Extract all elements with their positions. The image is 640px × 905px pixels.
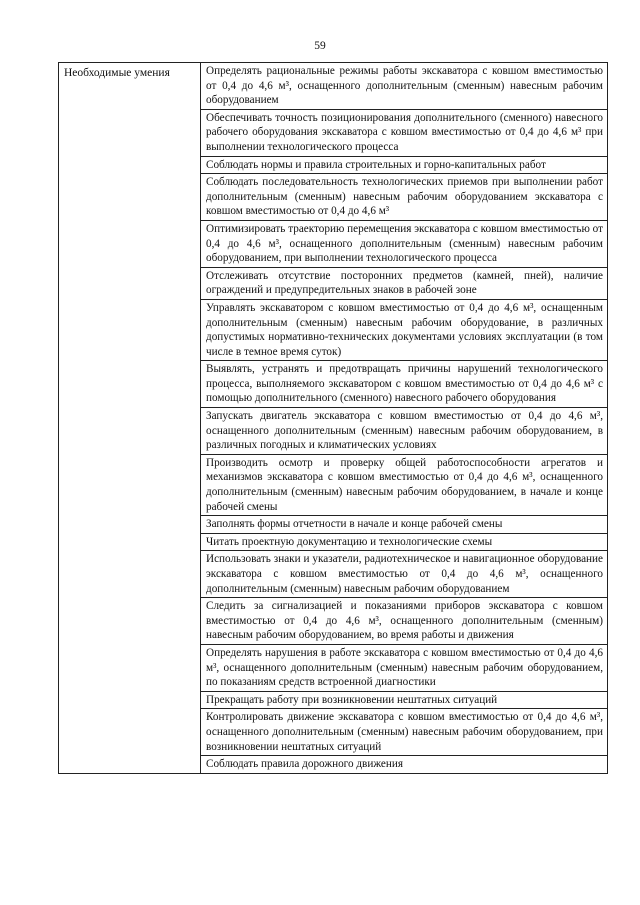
skill-row: Определять рациональные режимы работы экскаватора с ковшом вместимостью от 0,4 до 4,6 м³, оснащенного дополнительным (сменным) навесным рабочим оборудованием <box>201 63 607 110</box>
skill-row: Использовать знаки и указатели, радиотехническое и навигационное оборудование экскаватора с ковшом вместимостью от 0,4 до 4,6 м³, оснащенного дополнительным (сменным) навесным рабочим оборудованием <box>201 551 607 598</box>
skill-row: Управлять экскаватором с ковшом вместимостью от 0,4 до 4,6 м³, оснащенным дополнительным (сменным) навесным рабочим оборудование, в различных допустимых нормативно-технических документами условиях эксплуатации (в том числе в темное время суток) <box>201 300 607 361</box>
skill-row: Заполнять формы отчетности в начале и конце рабочей смены <box>201 516 607 534</box>
skill-row: Следить за сигнализацией и показаниями приборов экскаватора с ковшом вместимостью от 0,4 до 4,6 м³, оснащенного дополнительным (сменным) навесным рабочим оборудованием, во время работы и движения <box>201 598 607 645</box>
skills-column <box>201 63 607 773</box>
page-number: 59 <box>314 40 326 52</box>
skill-row: Выявлять, устранять и предотвращать причины нарушений технологического процесса, выполняемого экскаватором с ковшом вместимостью от 0,4 до 4,6 м³ с помощью дополнительного (сменного) навесного рабочего оборудования <box>201 361 607 408</box>
table-label-cell <box>59 63 201 773</box>
skill-row: Отслеживать отсутствие посторонних предметов (камней, пней), наличие ограждений и предупредительных знаков в рабочей зоне <box>201 268 607 300</box>
skill-row: Запускать двигатель экскаватора с ковшом вместимостью от 0,4 до 4,6 м³, оснащенного дополнительным (сменным) навесным рабочим оборудованием, в различных погодных и климатических условиях <box>201 408 607 455</box>
skill-row: Контролировать движение экскаватора с ковшом вместимостью от 0,4 до 4,6 м³, оснащенного дополнительным (сменным) навесным рабочим оборудованием, при возникновении нештатных ситуаций <box>201 709 607 756</box>
skill-row: Читать проектную документацию и технологические схемы <box>201 534 607 552</box>
skill-row: Оптимизировать траекторию перемещения экскаватора с ковшом вместимостью от 0,4 до 4,6 м³, оснащенного дополнительным (сменным) навесным рабочим оборудованием, при выполнении технологического процесса <box>201 221 607 268</box>
skills-table <box>58 62 608 774</box>
skill-row: Соблюдать правила дорожного движения <box>206 758 403 771</box>
skill-row: Соблюдать последовательность технологических приемов при выполнении работ дополнительным (сменным) навесным рабочим оборудованием экскаватора с ковшом вместимостью от 0,4 до 4,6 м³ <box>201 174 607 221</box>
skill-row: Определять нарушения в работе экскаватора с ковшом вместимостью от 0,4 до 4,6 м³, оснащенного дополнительным (сменным) навесным рабочим оборудованием, по показаниям средств встроенной диагностики <box>201 645 607 692</box>
skill-row: Соблюдать нормы и правила строительных и горно-капитальных работ <box>201 157 607 175</box>
skill-row: Прекращать работу при возникновении нештатных ситуаций <box>201 692 607 710</box>
skill-row: Производить осмотр и проверку общей работоспособности агрегатов и механизмов экскаватора с ковшом вместимостью от 0,4 до 4,6 м³, оснащенного дополнительным (сменным) навесным рабочим оборудованием, в начале и конце рабочей смены <box>201 455 607 516</box>
table-label: Необходимые умения <box>64 67 170 79</box>
skill-row: Обеспечивать точность позиционирования дополнительного (сменного) навесного рабочего оборудования экскаватора с ковшом вместимостью от 0,4 до 4,6 м³ при выполнении технологического процесса <box>201 110 607 157</box>
